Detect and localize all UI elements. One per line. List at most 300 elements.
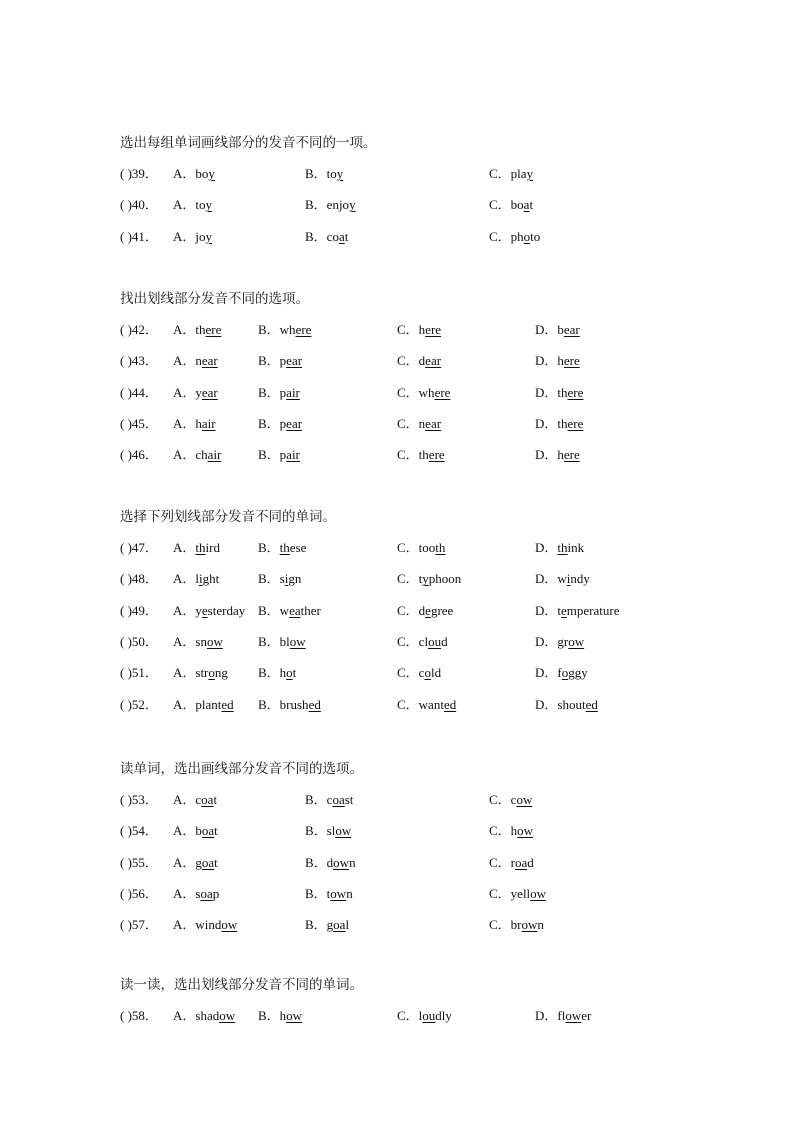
option-word [557, 385, 583, 400]
word-part: enjo [326, 197, 350, 213]
word-part: ther [300, 602, 321, 618]
underlined-letters: y [526, 166, 534, 181]
word-part: l [418, 1008, 423, 1023]
option-word [327, 197, 356, 212]
underlined-letters: ow [530, 885, 547, 901]
option-letter: C． [489, 854, 511, 870]
option-word [327, 823, 352, 838]
question-number: ( )46． [120, 447, 158, 463]
option-word [195, 917, 237, 932]
option-letter: D． [535, 540, 558, 555]
answer-option[interactable] [258, 570, 301, 588]
option-word [327, 917, 349, 932]
word-part: f [557, 665, 562, 681]
underlined-letters: ed [221, 696, 234, 712]
word-part: str [195, 665, 209, 681]
answer-option[interactable] [173, 822, 218, 840]
underlined-letters: air [201, 415, 216, 431]
answer-option[interactable] [173, 854, 218, 872]
answer-option[interactable] [397, 570, 461, 588]
answer-option[interactable] [258, 384, 300, 402]
word-part: n [418, 415, 426, 431]
underlined-letters: ow [289, 633, 306, 649]
answer-option[interactable] [173, 228, 212, 246]
answer-option[interactable] [397, 384, 450, 402]
answer-option[interactable] [173, 446, 221, 464]
word-part: co [326, 228, 339, 244]
underlined-letters: e [561, 602, 567, 618]
word-part: bo [195, 166, 209, 181]
underlined-letters: ere [567, 415, 584, 431]
word-part: too [418, 540, 436, 555]
underlined-letters: ed [585, 696, 598, 712]
answer-option[interactable] [489, 228, 540, 246]
answer-option[interactable] [173, 415, 216, 433]
option-letter: A． [173, 696, 196, 712]
underlined-letters: ere [567, 384, 584, 400]
option-letter: B． [305, 823, 327, 839]
word-part: t [418, 571, 423, 587]
option-letter: A． [173, 571, 196, 587]
option-letter: A． [173, 885, 196, 901]
underlined-letters: ow [286, 1008, 303, 1023]
answer-option[interactable] [535, 352, 580, 370]
underlined-letters: o [523, 228, 531, 244]
word-part: g [195, 854, 202, 870]
answer-option[interactable] [397, 415, 441, 433]
underlined-letters: ear [563, 322, 580, 337]
answer-option[interactable] [173, 196, 212, 214]
option-word [280, 634, 306, 649]
word-part: wh [279, 322, 296, 337]
answer-option[interactable] [258, 539, 306, 557]
option-letter: D． [535, 571, 558, 587]
word-part: wh [418, 384, 435, 400]
word-part: t [292, 665, 297, 681]
option-word [195, 823, 217, 838]
option-word [280, 322, 312, 337]
answer-option[interactable] [535, 539, 584, 557]
option-letter: B． [258, 415, 280, 431]
underlined-letters: th [195, 540, 206, 555]
option-word [557, 1008, 591, 1023]
underlined-letters: ow [330, 885, 347, 901]
answer-option[interactable] [535, 321, 580, 339]
underlined-letters: ear [286, 415, 303, 431]
answer-option[interactable] [173, 633, 223, 651]
word-part: th [557, 384, 568, 400]
word-part: ndy [570, 571, 590, 587]
answer-option[interactable] [173, 352, 218, 370]
option-word [557, 416, 583, 431]
option-word [195, 855, 217, 870]
option-letter: C． [397, 447, 419, 463]
answer-option[interactable] [305, 196, 356, 214]
word-part: p [279, 447, 287, 463]
option-word [419, 353, 441, 368]
option-word [195, 540, 220, 555]
option-word [557, 571, 590, 586]
option-word [419, 603, 454, 618]
answer-option[interactable] [397, 602, 453, 620]
underlined-letters: ow [335, 823, 352, 839]
question-number: ( )49． [120, 602, 158, 618]
underlined-letters: ear [286, 353, 303, 369]
word-part: ird [205, 540, 220, 555]
answer-option[interactable] [397, 664, 441, 682]
option-word [511, 229, 541, 244]
answer-option[interactable] [173, 165, 215, 183]
option-letter: C． [489, 885, 511, 901]
underlined-letters: ow [521, 917, 538, 933]
option-word [280, 1008, 302, 1023]
option-word [280, 540, 307, 555]
underlined-letters: ed [308, 696, 321, 712]
word-part: c [510, 792, 517, 807]
word-part: c [418, 665, 425, 681]
question-number: ( )47． [120, 540, 158, 555]
answer-option[interactable] [397, 696, 456, 714]
underlined-letters: ow [221, 917, 238, 933]
word-part: b [195, 823, 202, 839]
option-letter: C． [489, 917, 511, 933]
section-title: 选出每组单词画线部分的发音不同的一项。 [120, 135, 377, 150]
word-part: st [344, 792, 354, 807]
underlined-letters: th [435, 540, 446, 555]
answer-option[interactable] [489, 854, 534, 872]
question-number: ( )40． [120, 197, 158, 213]
underlined-letters: ea [289, 602, 301, 618]
word-part: sn [195, 633, 207, 649]
option-word [511, 166, 533, 181]
word-part: cl [418, 633, 429, 649]
underlined-letters: oa [201, 823, 215, 839]
option-letter: D． [535, 1008, 558, 1023]
word-part: l [345, 917, 350, 933]
answer-option[interactable] [173, 539, 220, 557]
word-part: d [418, 602, 426, 618]
option-word [195, 792, 217, 807]
answer-option[interactable] [173, 1007, 235, 1025]
underlined-letters: i [199, 571, 203, 587]
answer-option[interactable] [173, 384, 218, 402]
option-letter: C． [397, 1008, 419, 1023]
word-part: t [214, 823, 218, 839]
underlined-letters: i [284, 571, 289, 587]
option-letter: A． [173, 540, 196, 555]
option-letter: A． [173, 823, 196, 839]
word-part: p [279, 384, 287, 400]
option-word [511, 886, 546, 901]
question-number: ( )48． [120, 571, 158, 587]
question-number: ( )42． [120, 322, 158, 337]
word-part: y [195, 384, 202, 400]
option-letter: B． [258, 1008, 280, 1023]
answer-option[interactable] [173, 664, 228, 682]
underlined-letters: ow [516, 792, 533, 807]
option-letter: C． [397, 633, 419, 649]
answer-option[interactable] [305, 916, 349, 934]
question-number: ( )44． [120, 384, 158, 400]
answer-option[interactable] [397, 321, 441, 339]
answer-option[interactable] [258, 415, 302, 433]
underlined-letters: a [338, 228, 345, 244]
word-part: n [346, 885, 353, 901]
underlined-letters: ear [201, 353, 218, 369]
underlined-letters: ed [443, 696, 457, 712]
question-number: ( )55． [120, 854, 158, 870]
answer-option[interactable] [489, 916, 544, 934]
answer-option[interactable] [397, 1007, 452, 1025]
underlined-letters: th [557, 540, 568, 555]
option-letter: A． [173, 665, 196, 681]
option-letter: A． [173, 353, 196, 369]
answer-option[interactable] [535, 446, 580, 464]
option-word [327, 886, 353, 901]
option-word [419, 665, 441, 680]
option-word [557, 603, 619, 618]
option-letter: A． [173, 322, 196, 337]
option-letter: A． [173, 792, 196, 807]
underlined-letters: oa [200, 885, 213, 901]
option-word [419, 385, 451, 400]
answer-option[interactable] [535, 696, 598, 714]
word-part: b [557, 322, 564, 337]
underlined-letters: o [424, 665, 431, 681]
option-letter: C． [397, 353, 419, 369]
answer-option[interactable] [535, 570, 590, 588]
word-part: sterday [207, 602, 246, 618]
underlined-letters: ere [434, 384, 451, 400]
word-part: t [529, 197, 534, 213]
option-letter: C． [397, 415, 419, 431]
option-letter: B． [305, 917, 327, 933]
option-letter: B． [258, 696, 280, 712]
option-word [195, 665, 228, 680]
underlined-letters: ow [517, 823, 534, 839]
word-part: shad [195, 1008, 220, 1023]
option-word [280, 603, 321, 618]
answer-option[interactable] [173, 570, 219, 588]
option-letter: A． [173, 197, 196, 213]
option-letter: A． [173, 415, 196, 431]
option-word [327, 229, 349, 244]
underlined-letters: y [422, 571, 429, 587]
answer-option[interactable] [258, 602, 321, 620]
answer-option[interactable] [489, 885, 546, 903]
answer-option[interactable] [258, 321, 311, 339]
word-part: t [214, 854, 218, 870]
word-part: w [557, 571, 567, 587]
option-word [419, 571, 462, 586]
word-part: s [279, 571, 285, 587]
word-part: p [279, 353, 287, 369]
answer-option[interactable] [305, 228, 348, 246]
word-part: l [195, 571, 200, 587]
answer-option[interactable] [173, 602, 245, 620]
underlined-letters: oa [201, 854, 215, 870]
answer-option[interactable] [397, 539, 445, 557]
option-word [195, 447, 221, 462]
word-part: c [195, 792, 202, 807]
option-word [327, 855, 356, 870]
option-word [280, 353, 302, 368]
answer-option[interactable] [173, 791, 217, 809]
option-word [419, 416, 441, 431]
underlined-letters: ere [428, 447, 445, 463]
underlined-letters: air [207, 447, 222, 463]
option-word [195, 385, 217, 400]
answer-option[interactable] [535, 633, 584, 651]
word-part: mperature [566, 602, 620, 618]
option-letter: B． [305, 854, 327, 870]
option-letter: A． [173, 447, 196, 463]
answer-option[interactable] [258, 696, 321, 714]
option-word [419, 322, 441, 337]
option-word [195, 571, 219, 586]
word-part: to [195, 197, 206, 213]
word-part: ng [214, 665, 228, 681]
answer-option[interactable] [535, 1007, 591, 1025]
word-part: er [581, 1008, 592, 1023]
question-number: ( )57． [120, 917, 158, 933]
option-word [511, 917, 544, 932]
word-part: h [557, 447, 564, 463]
option-letter: C． [397, 322, 419, 337]
word-part: h [279, 665, 287, 681]
answer-option[interactable] [258, 664, 296, 682]
word-part: want [418, 696, 444, 712]
option-letter: C． [397, 602, 419, 618]
option-word [511, 197, 533, 212]
option-letter: A． [173, 602, 196, 618]
answer-option[interactable] [489, 791, 532, 809]
option-word [557, 353, 579, 368]
word-part: p [212, 885, 220, 901]
underlined-letters: oa [332, 792, 345, 807]
question-number: ( )52． [120, 696, 158, 712]
underlined-letters: ear [425, 415, 442, 431]
answer-option[interactable] [397, 633, 448, 651]
option-word [195, 229, 212, 244]
answer-option[interactable] [489, 196, 533, 214]
answer-option[interactable] [397, 446, 445, 464]
option-letter: B． [258, 322, 280, 337]
answer-option[interactable] [173, 885, 219, 903]
section-title: 读单词，选出画线部分发音不同的选项。 [120, 761, 363, 776]
option-letter: B． [305, 166, 327, 181]
word-part: n [349, 854, 356, 870]
option-letter: B． [258, 384, 280, 400]
question-number: ( )39． [120, 166, 158, 181]
word-part: t [344, 228, 349, 244]
word-part: gn [288, 571, 302, 587]
underlined-letters: ow [568, 633, 585, 649]
answer-option[interactable] [305, 791, 353, 809]
answer-option[interactable] [305, 165, 343, 183]
word-part: t [213, 792, 218, 807]
answer-option[interactable] [535, 602, 620, 620]
word-part: wind [195, 917, 222, 933]
option-letter: C． [489, 228, 511, 244]
option-word [327, 792, 354, 807]
option-word [195, 353, 217, 368]
underlined-letters: e [425, 602, 431, 618]
option-letter: C． [397, 696, 419, 712]
option-word [511, 855, 534, 870]
question-number: ( )53． [120, 792, 158, 807]
question-number: ( )56． [120, 885, 158, 901]
answer-option[interactable] [305, 885, 353, 903]
answer-option[interactable] [173, 321, 221, 339]
answer-option[interactable] [535, 415, 583, 433]
answer-option[interactable] [258, 1007, 302, 1025]
answer-option[interactable] [173, 696, 234, 714]
answer-option[interactable] [305, 822, 351, 840]
underlined-letters: y [205, 197, 213, 213]
option-word [195, 634, 222, 649]
section-title: 找出划线部分发音不同的选项。 [120, 291, 309, 306]
option-word [557, 634, 584, 649]
answer-option[interactable] [173, 916, 237, 934]
answer-option[interactable] [489, 822, 533, 840]
underlined-letters: oa [201, 792, 214, 807]
word-part: c [326, 792, 333, 807]
answer-option[interactable] [258, 446, 300, 464]
answer-option[interactable] [489, 165, 533, 183]
word-part: phoon [428, 571, 462, 587]
word-part: brush [279, 696, 309, 712]
word-part: h [279, 1008, 287, 1023]
word-part: ese [289, 540, 307, 555]
answer-option[interactable] [258, 352, 302, 370]
option-letter: C． [397, 384, 419, 400]
word-part: s [195, 885, 201, 901]
question-number: ( )50． [120, 633, 158, 649]
option-letter: D． [535, 447, 558, 463]
option-letter: B． [258, 665, 280, 681]
option-letter: A． [173, 384, 196, 400]
option-letter: D． [535, 322, 558, 337]
option-word [280, 385, 300, 400]
underlined-letters: ou [422, 1008, 436, 1023]
option-letter: B． [258, 447, 280, 463]
answer-option[interactable] [535, 664, 588, 682]
option-word [419, 540, 446, 555]
underlined-letters: ere [563, 353, 580, 369]
answer-option[interactable] [397, 352, 441, 370]
option-word [195, 603, 245, 618]
underlined-letters: ere [295, 322, 312, 337]
word-part: gree [430, 602, 454, 618]
answer-option[interactable] [535, 384, 583, 402]
option-word [280, 571, 302, 586]
option-word [557, 665, 587, 680]
question-number: ( )43． [120, 353, 158, 369]
option-word [280, 416, 302, 431]
word-part: t [557, 602, 562, 618]
option-letter: B． [258, 633, 280, 649]
answer-option[interactable] [258, 633, 306, 651]
option-word [195, 166, 215, 181]
word-part: w [279, 602, 290, 618]
underlined-letters: air [286, 384, 300, 400]
question-number: ( )41． [120, 228, 158, 244]
underlined-letters: i [566, 571, 571, 587]
underlined-letters: e [201, 602, 208, 618]
word-part: h [418, 322, 426, 337]
answer-option[interactable] [305, 854, 356, 872]
